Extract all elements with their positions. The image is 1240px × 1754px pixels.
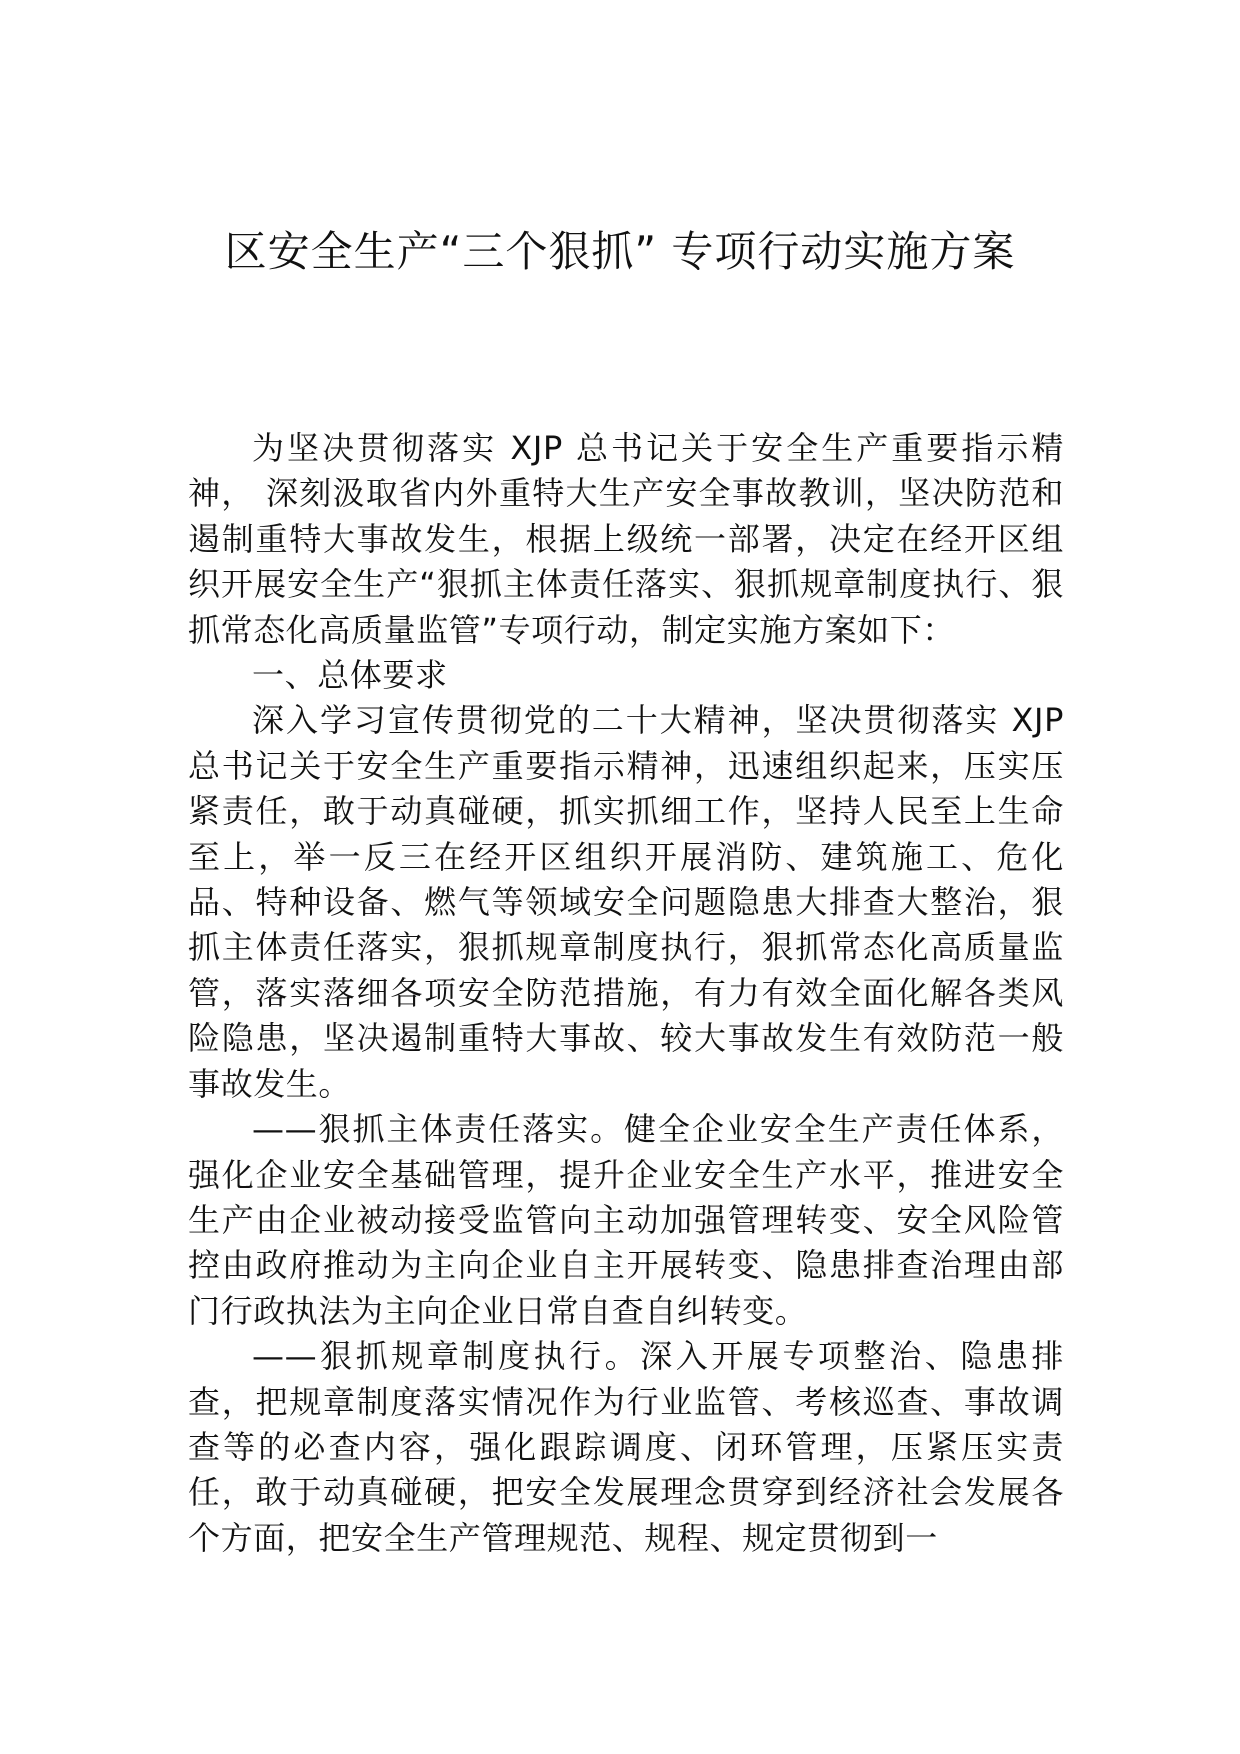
paragraph-rules-enforcement: ——狠抓规章制度执行。深入开展专项整治、隐患排查，把规章制度落实情况作为行业监管、考核巡查、事故调查等的必查内容，强化跟踪调度、闭环管理，压紧压实责任，敢于动真碰硬，把安全发展理念贯穿到经济社会发展各个方面，把安全生产管理规范、规程、规定贯彻到一 [188,1337,1064,1557]
paragraph-general-requirements: 深入学习宣传贯彻党的二十大精神，坚决贯彻落实 XJP 总书记关于安全生产重要指示精神，迅速组织起来，压实压紧责任，敢于动真碰硬，抓实抓细工作，坚持人民至上生命至上，举一反三在经开区组织开展消防、建筑施工、危化品、特种设备、燃气等领域安全问题隐患大排查大整治，狠抓主体责任落实，狠抓规章制度执行，狠抓常态化高质量监管，落实落细各项安全防范措施，有力有效全面化解各类风险隐患，坚决遏制重特大事故、较大事故发生有效防范一般事故发生。 [188,701,1064,1103]
document-body [188,426,1064,1561]
document-title: 区安全生产“三个狠抓” 专项行动实施方案 [224,227,1016,276]
section-heading-general-requirements: 一、总体要求 [252,656,448,695]
paragraph-main-responsibility: ——狠抓主体责任落实。健全企业安全生产责任体系，强化企业安全基础管理，提升企业安全生产水平，推进安全生产由企业被动接受监管向主动加强管理转变、安全风险管控由政府推动为主向企业自主开展转变、隐患排查治理由部门行政执法为主向企业日常自查自纠转变。 [188,1110,1064,1330]
paragraph-intro: 为坚决贯彻落实 XJP 总书记关于安全生产重要指示精神， 深刻汲取省内外重特大生产安全事故教训，坚决防范和遏制重特大事故发生，根据上级统一部署，决定在经开区组织开展安全生产“狠抓主体责任落实、狠抓规章制度执行、狠抓常态化高质量监管”专项行动，制定实施方案如下： [188,429,1064,649]
